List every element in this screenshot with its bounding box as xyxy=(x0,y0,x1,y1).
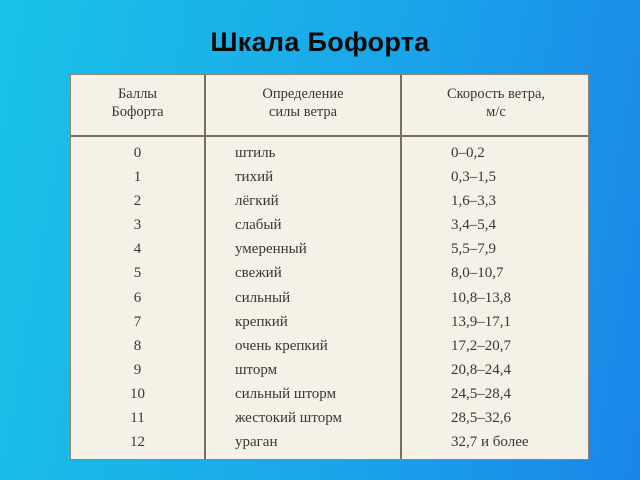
page-title: Шкала Бофорта xyxy=(210,27,430,57)
cell-ball: 4 xyxy=(133,241,142,258)
cell-definition: слабый xyxy=(235,217,282,234)
cell-ball: 9 xyxy=(133,361,142,378)
cell-definition: очень крепкий xyxy=(235,337,328,354)
table-row xyxy=(71,360,588,384)
cell-definition: крепкий xyxy=(235,313,288,330)
cell-definition: умеренный xyxy=(235,241,307,258)
cell-speed: 13,9–17,1 xyxy=(451,313,511,330)
beaufort-table xyxy=(70,74,589,460)
table-row xyxy=(71,336,588,360)
cell-ball: 6 xyxy=(133,289,142,306)
cell-ball: 7 xyxy=(133,313,142,330)
header-definition-line: Определение xyxy=(262,86,344,102)
header-speed xyxy=(402,85,590,121)
cell-ball: 10 xyxy=(130,385,145,402)
table-row xyxy=(71,288,588,312)
cell-ball: 1 xyxy=(133,169,142,186)
table-row xyxy=(71,167,588,191)
table-body xyxy=(71,143,588,456)
cell-ball: 8 xyxy=(133,337,142,354)
cell-speed: 20,8–24,4 xyxy=(451,361,511,378)
table-row xyxy=(71,263,588,287)
cell-speed: 3,4–5,4 xyxy=(451,217,496,234)
table-row xyxy=(71,215,588,239)
cell-speed: 17,2–20,7 xyxy=(451,337,511,354)
table-row xyxy=(71,191,588,215)
cell-definition: тихий xyxy=(235,169,274,186)
cell-speed: 5,5–7,9 xyxy=(451,241,496,258)
header-definition-line: силы ветра xyxy=(268,104,338,120)
cell-speed: 0–0,2 xyxy=(451,145,485,161)
cell-ball: 3 xyxy=(133,217,142,234)
cell-speed: 24,5–28,4 xyxy=(451,385,511,402)
cell-definition: шторм xyxy=(235,361,278,378)
header-divider xyxy=(71,135,588,137)
cell-definition: сильный шторм xyxy=(235,385,337,402)
header-ball-line: Баллы xyxy=(117,86,158,102)
cell-ball: 0 xyxy=(133,145,142,161)
cell-ball: 5 xyxy=(133,265,142,282)
cell-speed: 28,5–32,6 xyxy=(451,410,511,427)
cell-speed: 10,8–13,8 xyxy=(451,289,511,306)
cell-definition: жестокий шторм xyxy=(235,410,342,427)
cell-definition: ураган xyxy=(235,434,278,451)
header-ball-line: Бофорта xyxy=(111,104,164,120)
table-row xyxy=(71,143,588,167)
header-speed-line: Скорость ветра, xyxy=(446,86,546,102)
header-ball xyxy=(71,85,204,121)
table-row xyxy=(71,239,588,263)
cell-definition: штиль xyxy=(235,145,276,161)
cell-speed: 8,0–10,7 xyxy=(451,265,504,282)
cell-ball: 11 xyxy=(130,410,145,427)
table-row xyxy=(71,408,588,432)
table-row xyxy=(71,432,588,456)
cell-speed: 1,6–3,3 xyxy=(451,193,496,210)
cell-ball: 2 xyxy=(133,193,142,210)
cell-speed: 32,7 и более xyxy=(451,434,529,451)
table-row xyxy=(71,384,588,408)
cell-definition: сильный xyxy=(235,289,291,306)
cell-speed: 0,3–1,5 xyxy=(451,169,496,186)
header-definition xyxy=(206,85,400,121)
cell-definition: лёгкий xyxy=(235,193,279,210)
cell-definition: свежий xyxy=(235,265,282,282)
cell-ball: 12 xyxy=(130,434,145,451)
header-speed-line: м/с xyxy=(486,104,506,120)
table-row xyxy=(71,312,588,336)
